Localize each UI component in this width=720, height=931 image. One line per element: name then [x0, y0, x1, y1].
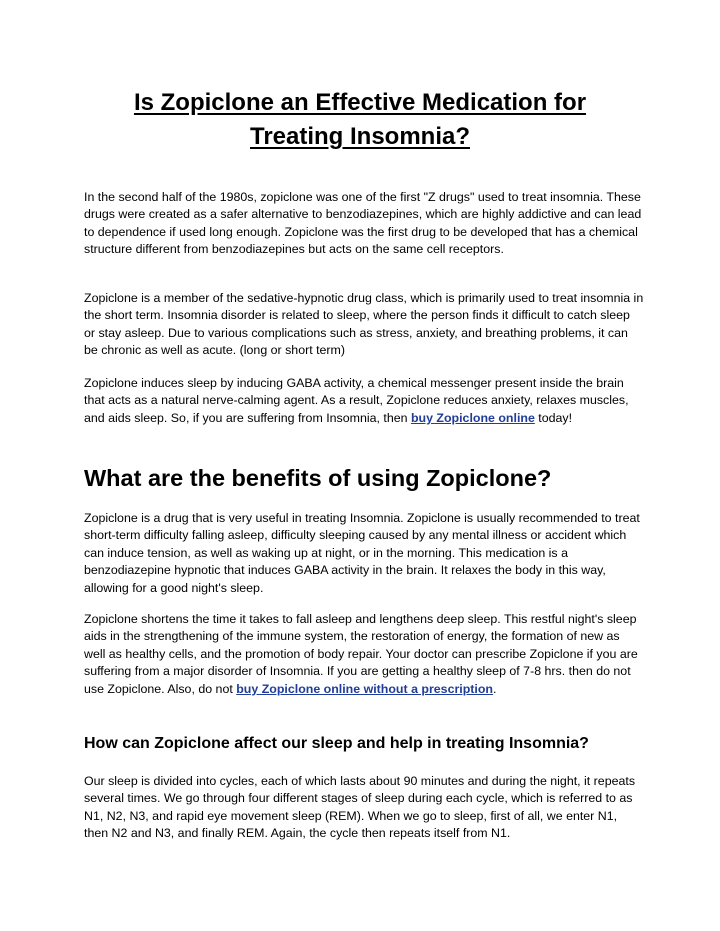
benefits-heading: What are the benefits of using Zopiclone?	[84, 465, 552, 491]
paragraph-3	[84, 375, 644, 427]
paragraph-3-tail: today!	[534, 410, 573, 425]
sleep-cycle-paragraph	[84, 773, 644, 843]
page-title	[0, 86, 720, 154]
benefits-paragraph	[84, 510, 644, 597]
mechanism-paragraph	[84, 375, 644, 427]
title-line-1: Is Zopiclone an Effective Medication for	[133, 89, 587, 116]
sleep-effects-paragraph	[84, 611, 644, 698]
paragraph-4: Zopiclone is a drug that is very useful in treating Insomnia. Zopiclone is usually recommended to treat short-term difficulty falling asleep, difficulty sleeping caused by any mental illness or accident which can induce tension, as well as waking up at night, or in the morning. This medication is a benzodiazepine hypnotic that induces GABA activity in the brain. It relaxes the body in this way, allowing for a good night's sleep.	[84, 511, 640, 595]
paragraph-5-tail: .	[493, 681, 497, 696]
paragraph-6: Our sleep is divided into cycles, each of which lasts about 90 minutes and during the night, it repeats several times. We go through four different stages of sleep during each cycle, which is referred to as N1, N2, N3, and rapid eye movement sleep (REM). When we go to sleep, first of all, we enter N1, then N2 and N3, and finally REM. Again, the cycle then repeats itself from N1.	[84, 774, 636, 841]
buy-zopiclone-online-link[interactable]: buy Zopiclone online	[410, 410, 535, 425]
intro-paragraph	[84, 189, 644, 259]
paragraph-5	[84, 611, 644, 698]
title-line-2: Treating Insomnia?	[249, 123, 471, 150]
benefits-heading-block	[84, 463, 644, 493]
buy-without-prescription-link[interactable]: buy Zopiclone online without a prescription	[236, 681, 494, 696]
sleep-cycle-heading-block	[84, 733, 644, 755]
paragraph-2: Zopiclone is a member of the sedative-hypnotic drug class, which is primarily used to treat insomnia in the short term. Insomnia disorder is related to sleep, where the person finds it difficult to catch sleep or stay asleep. Due to various complications such as stress, anxiety, and breathing problems, it can be chronic as well as acute. (long or short term)	[84, 291, 644, 358]
paragraph-3-text: Zopiclone induces sleep by inducing GABA activity, a chemical messenger present inside the brain that acts as a natural nerve-calming agent. As a result, Zopiclone reduces anxiety, relaxes muscles, and aids sleep. So, if you are suffering from Insomnia, then	[84, 376, 629, 425]
paragraph-5-text: Zopiclone shortens the time it takes to fall asleep and lengthens deep sleep. This restful night's sleep aids in the strengthening of the immune system, the restoration of energy, the formation of new as well as healthy cells, and the promotion of body repair. Your doctor can prescribe Zopiclone if you are suffering from a major disorder of Insomnia. If you are getting a healthy sleep of 7-8 hrs. then do not use Zopiclone. Also, do not	[84, 612, 638, 696]
definition-paragraph	[84, 290, 644, 360]
sleep-cycle-heading: How can Zopiclone affect our sleep and help in treating Insomnia?	[84, 735, 589, 752]
paragraph-1: In the second half of the 1980s, zopiclone was one of the first "Z drugs" used to treat insomnia. These drugs were created as a safer alternative to benzodiazepines, which are highly addictive and can lead to dependence if used long enough. Zopiclone was the first drug to be developed that has a chemical structure different from benzodiazepines but acts on the same cell receptors.	[84, 190, 642, 257]
